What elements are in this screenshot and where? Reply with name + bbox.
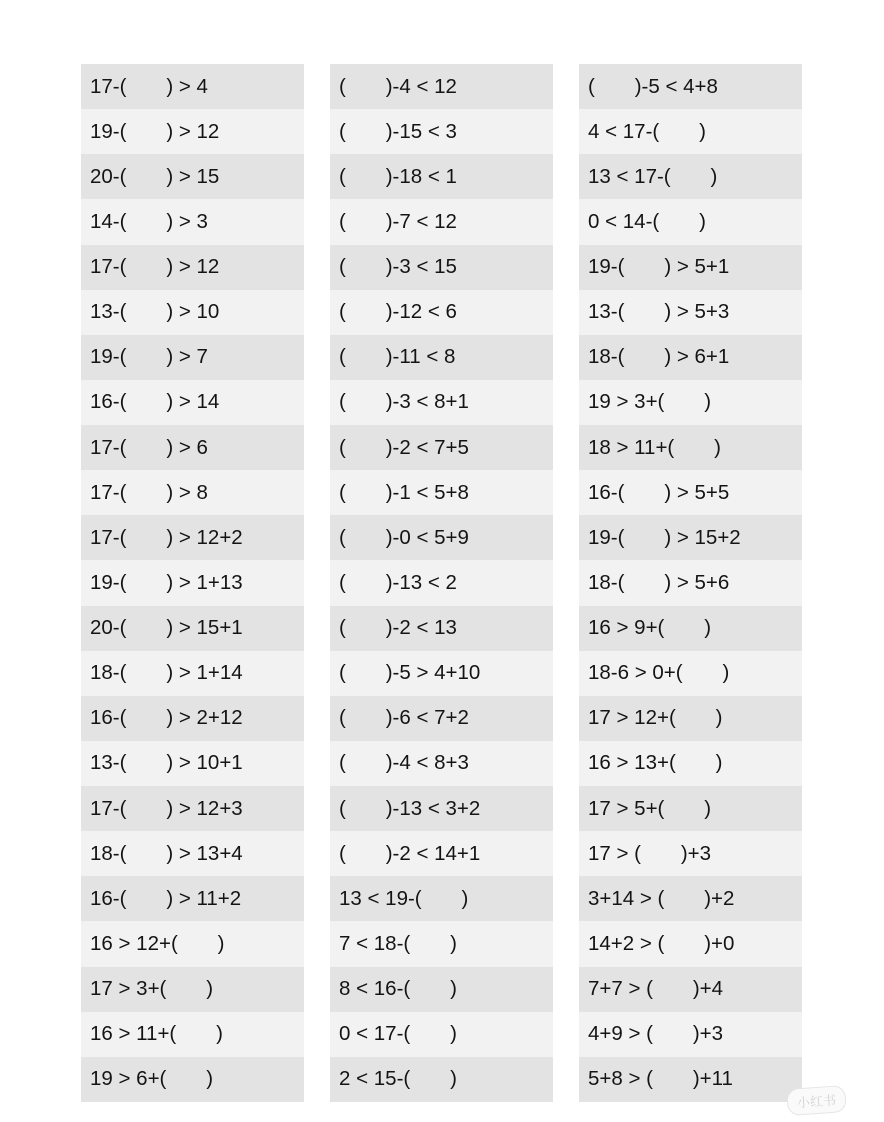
problem-row: 3+14 > ( )+2	[579, 876, 802, 921]
problem-row: 13-( ) > 10+1	[81, 741, 304, 786]
problem-row: 14-( ) > 3	[81, 199, 304, 244]
problem-row: 17 > 5+( )	[579, 786, 802, 831]
problem-row: 17-( ) > 8	[81, 470, 304, 515]
problem-row: 16 > 9+( )	[579, 606, 802, 651]
problem-row: 7 < 18-( )	[330, 921, 553, 966]
problem-row: 18-( ) > 6+1	[579, 335, 802, 380]
problem-row: 16 > 11+( )	[81, 1012, 304, 1057]
problem-row: ( )-1 < 5+8	[330, 470, 553, 515]
problem-row: 14+2 > ( )+0	[579, 921, 802, 966]
problem-row: 19 > 3+( )	[579, 380, 802, 425]
watermark-logo: 小红书	[786, 1085, 847, 1116]
problem-row: 8 < 16-( )	[330, 967, 553, 1012]
problem-row: ( )-6 < 7+2	[330, 696, 553, 741]
problem-row: ( )-7 < 12	[330, 199, 553, 244]
problem-row: ( )-2 < 13	[330, 606, 553, 651]
problem-row: 16-( ) > 2+12	[81, 696, 304, 741]
problem-row: 20-( ) > 15	[81, 154, 304, 199]
problem-row: ( )-13 < 2	[330, 560, 553, 605]
problem-row: ( )-12 < 6	[330, 290, 553, 335]
problem-row: 18-6 > 0+( )	[579, 651, 802, 696]
problem-row: 17-( ) > 12	[81, 245, 304, 290]
problem-row: ( )-5 > 4+10	[330, 651, 553, 696]
column-2	[330, 64, 553, 1102]
problem-row: 16-( ) > 14	[81, 380, 304, 425]
problem-row: 17-( ) > 12+3	[81, 786, 304, 831]
problem-row: 16-( ) > 5+5	[579, 470, 802, 515]
problem-row: ( )-4 < 8+3	[330, 741, 553, 786]
problem-row: 17-( ) > 12+2	[81, 515, 304, 560]
problem-row: 19-( ) > 5+1	[579, 245, 802, 290]
problem-row: 16 > 13+( )	[579, 741, 802, 786]
problem-row: 19 > 6+( )	[81, 1057, 304, 1102]
problem-row: ( )-13 < 3+2	[330, 786, 553, 831]
problem-row: 4+9 > ( )+3	[579, 1012, 802, 1057]
problem-row: 19-( ) > 7	[81, 335, 304, 380]
problem-row: 4 < 17-( )	[579, 109, 802, 154]
problem-row: 17 > 12+( )	[579, 696, 802, 741]
column-1	[81, 64, 304, 1102]
problem-row: 5+8 > ( )+11	[579, 1057, 802, 1102]
problem-row: ( )-2 < 7+5	[330, 425, 553, 470]
problem-row: ( )-11 < 8	[330, 335, 553, 380]
problem-row: 17 > ( )+3	[579, 831, 802, 876]
problem-row: ( )-18 < 1	[330, 154, 553, 199]
problem-row: 18-( ) > 13+4	[81, 831, 304, 876]
problem-row: 13-( ) > 5+3	[579, 290, 802, 335]
problem-row: ( )-4 < 12	[330, 64, 553, 109]
problem-row: 18-( ) > 5+6	[579, 560, 802, 605]
problem-row: 0 < 14-( )	[579, 199, 802, 244]
problem-row: 17-( ) > 6	[81, 425, 304, 470]
problem-row: 19-( ) > 12	[81, 109, 304, 154]
problem-row: 20-( ) > 15+1	[81, 606, 304, 651]
worksheet	[81, 64, 803, 1102]
problem-row: 7+7 > ( )+4	[579, 967, 802, 1012]
problem-row: 17-( ) > 4	[81, 64, 304, 109]
column-3	[579, 64, 802, 1102]
problem-row: ( )-15 < 3	[330, 109, 553, 154]
problem-row: 18-( ) > 1+14	[81, 651, 304, 696]
problem-row: ( )-3 < 15	[330, 245, 553, 290]
problem-row: 13 < 17-( )	[579, 154, 802, 199]
problem-row: 16 > 12+( )	[81, 921, 304, 966]
problem-row: 18 > 11+( )	[579, 425, 802, 470]
problem-row: ( )-0 < 5+9	[330, 515, 553, 560]
problem-row: 19-( ) > 1+13	[81, 560, 304, 605]
problem-row: 16-( ) > 11+2	[81, 876, 304, 921]
problem-row: 19-( ) > 15+2	[579, 515, 802, 560]
problem-row: 13 < 19-( )	[330, 876, 553, 921]
problem-row: 2 < 15-( )	[330, 1057, 553, 1102]
problem-row: 13-( ) > 10	[81, 290, 304, 335]
problem-row: ( )-5 < 4+8	[579, 64, 802, 109]
problem-row: ( )-2 < 14+1	[330, 831, 553, 876]
problem-row: 0 < 17-( )	[330, 1012, 553, 1057]
problem-row: 17 > 3+( )	[81, 967, 304, 1012]
problem-row: ( )-3 < 8+1	[330, 380, 553, 425]
